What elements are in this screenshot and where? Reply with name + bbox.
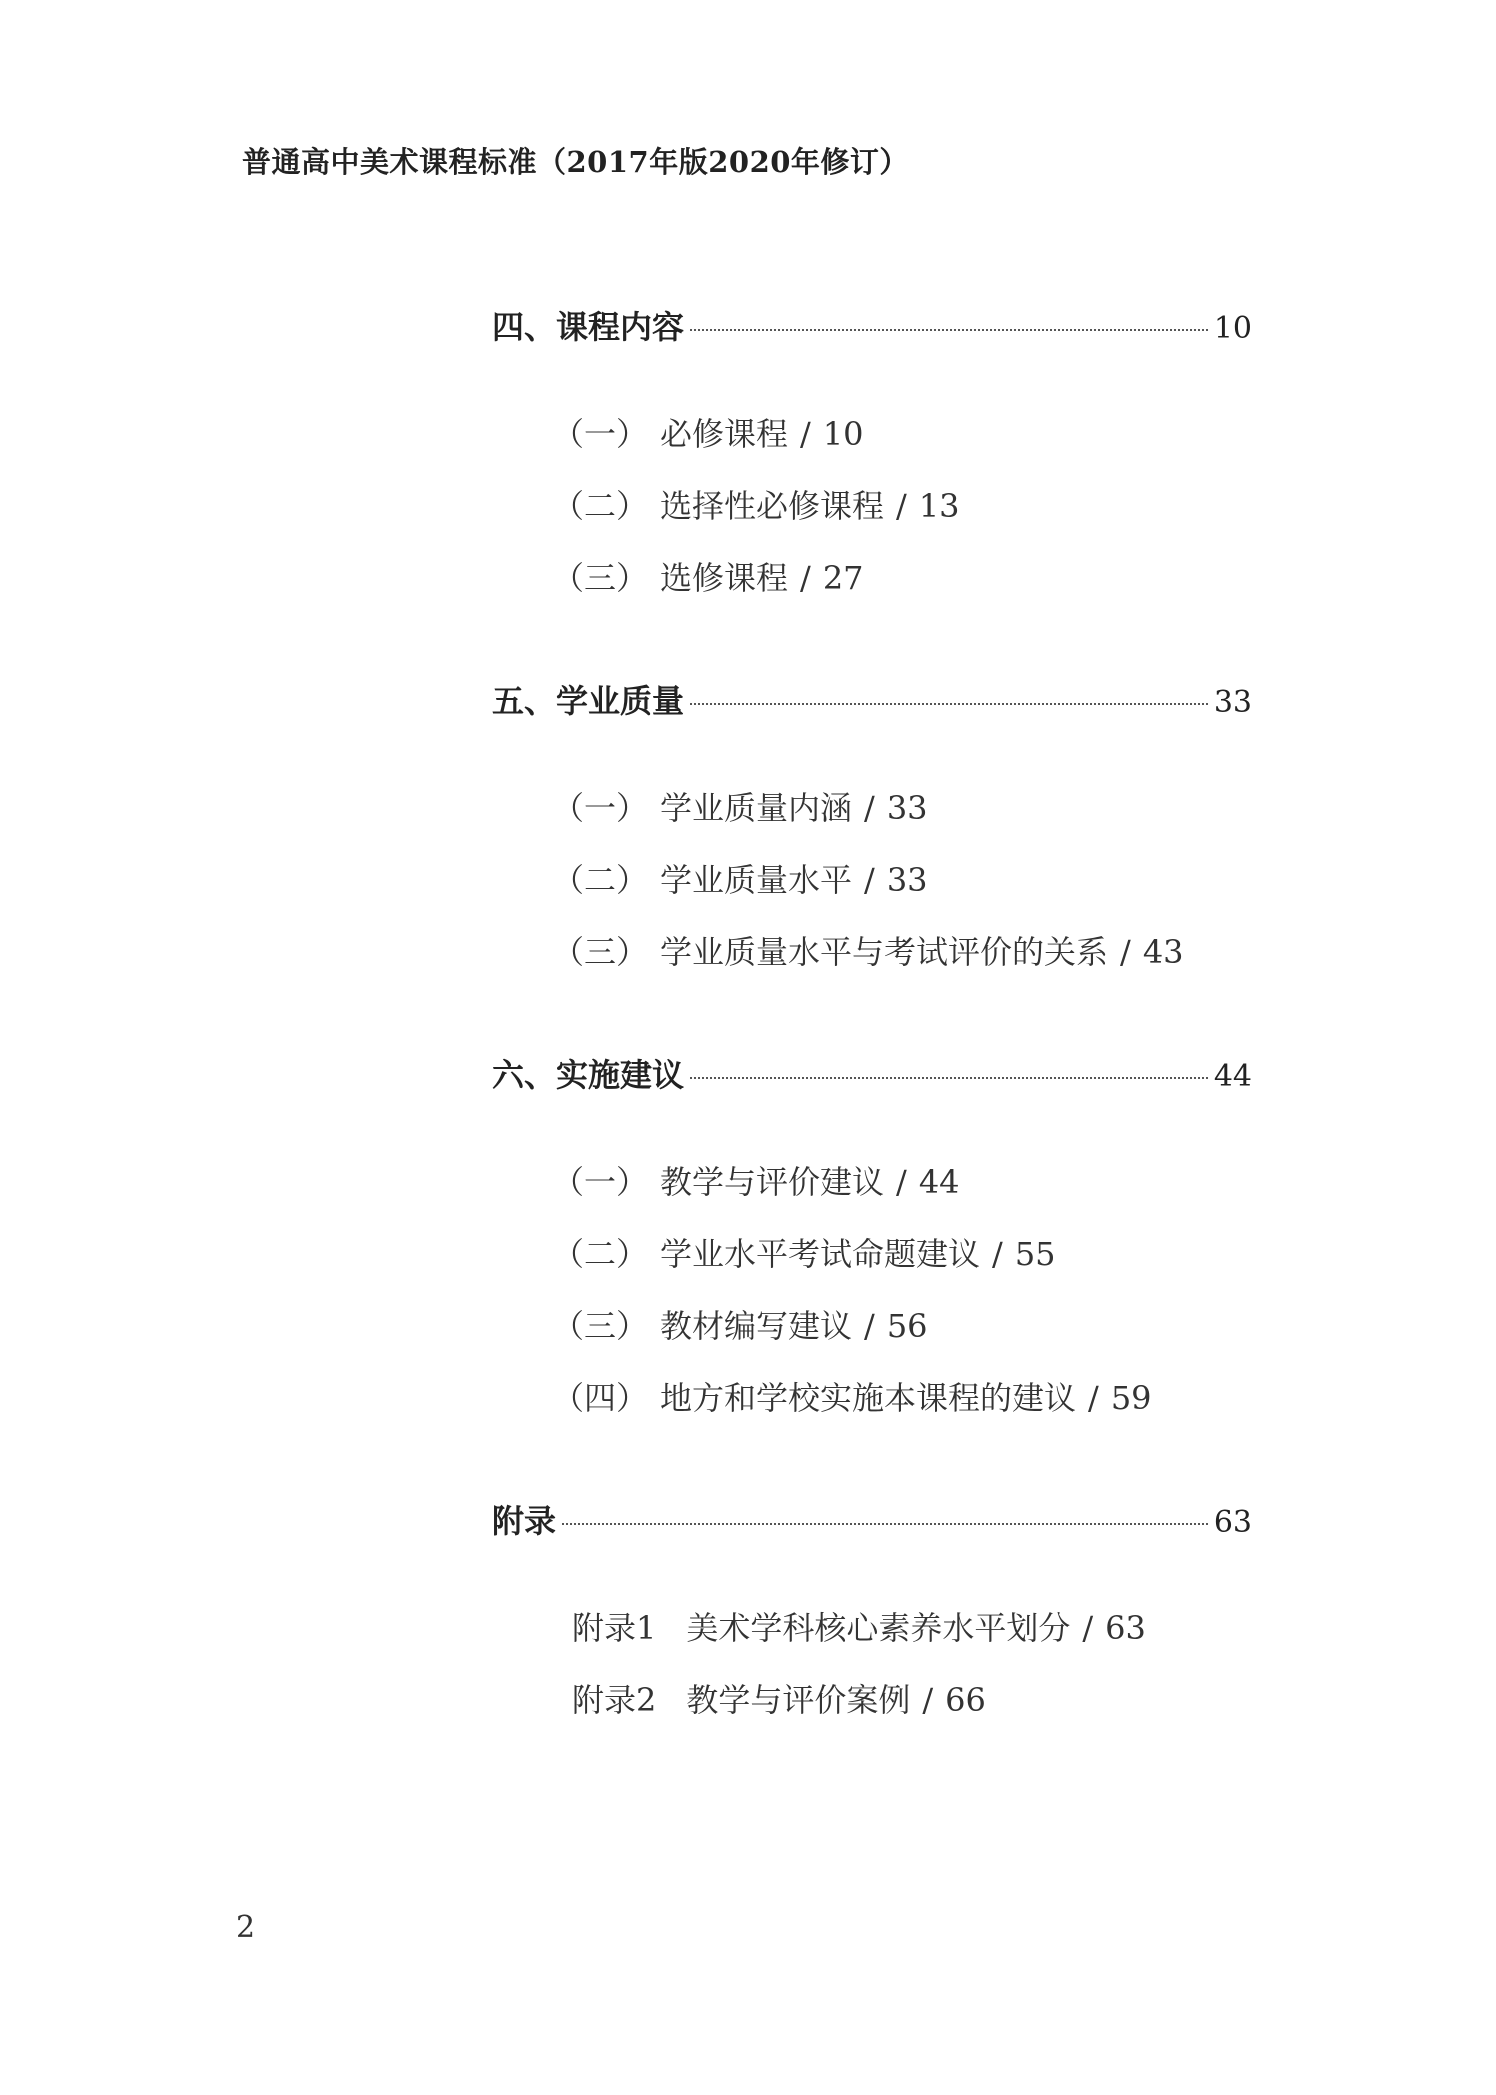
slash-separator: /: [1082, 1609, 1094, 1647]
subentry-page-number: 59: [1110, 1379, 1152, 1417]
chapter-title: 五、学业质量: [492, 682, 685, 720]
toc-chapter-entry[interactable]: [492, 1496, 1252, 1546]
toc-chapter-entry[interactable]: [492, 302, 1252, 352]
dot-leader: [690, 1077, 1208, 1079]
toc-subentry[interactable]: [492, 1362, 1252, 1434]
toc-subentries: [492, 1592, 1252, 1736]
toc-section-implementation: [492, 1050, 1252, 1434]
subentry-page-number: 33: [886, 789, 928, 827]
toc-subentry[interactable]: [492, 1592, 1252, 1664]
subentry-page-number: 44: [918, 1163, 960, 1201]
toc-subentry[interactable]: [492, 1146, 1252, 1218]
toc-section-curriculum-content: [492, 302, 1252, 614]
subentry-label: 选择性必修课程: [660, 487, 885, 525]
subentry-page-number: 56: [886, 1307, 928, 1345]
subentry-page-number: 33: [886, 861, 928, 899]
slash-separator: /: [864, 861, 875, 899]
subentry-number: （三）: [552, 933, 649, 971]
toc-chapter-entry[interactable]: [492, 676, 1252, 726]
slash-separator: /: [922, 1681, 934, 1719]
subentry-label: 教学与评价建议: [660, 1163, 885, 1201]
subentry-number: （二）: [552, 861, 649, 899]
subentry-number: （一）: [552, 789, 649, 827]
subentry-page-number: 13: [918, 487, 960, 525]
chapter-page-number: 33: [1213, 685, 1252, 720]
subentry-number: 附录1: [572, 1609, 657, 1647]
dot-leader: [562, 1523, 1208, 1525]
subentry-page-number: 10: [822, 415, 864, 453]
subentry-number: （四）: [552, 1379, 649, 1417]
chapter-title: 附录: [492, 1502, 557, 1540]
toc-subentry[interactable]: [492, 542, 1252, 614]
toc-subentries: [492, 1146, 1252, 1434]
toc-subentry[interactable]: [492, 916, 1252, 988]
chapter-page-number: 10: [1213, 311, 1252, 346]
subentry-label: 地方和学校实施本课程的建议: [660, 1379, 1077, 1417]
subentry-label: 选修课程: [660, 559, 789, 597]
subentry-number: （二）: [552, 487, 649, 525]
toc-subentry[interactable]: [492, 772, 1252, 844]
subentry-label: 必修课程: [660, 415, 789, 453]
subentry-number: （三）: [552, 1307, 649, 1345]
chapter-page-number: 63: [1213, 1505, 1252, 1540]
slash-separator: /: [896, 487, 907, 525]
subentry-page-number: 63: [1105, 1609, 1146, 1647]
subentry-label: 学业质量水平: [660, 861, 853, 899]
slash-separator: /: [800, 559, 811, 597]
slash-separator: /: [1088, 1379, 1099, 1417]
slash-separator: /: [864, 789, 875, 827]
toc-subentry[interactable]: [492, 1290, 1252, 1362]
toc-subentry[interactable]: [492, 398, 1252, 470]
subentry-label: 美术学科核心素养水平划分: [686, 1609, 1071, 1647]
subentry-page-number: 55: [1014, 1235, 1056, 1273]
toc-subentry[interactable]: [492, 470, 1252, 542]
subentry-number: 附录2: [572, 1681, 657, 1719]
slash-separator: /: [896, 1163, 907, 1201]
toc-section-academic-quality: [492, 676, 1252, 988]
toc-subentry[interactable]: [492, 844, 1252, 916]
subentry-label: 教材编写建议: [660, 1307, 853, 1345]
slash-separator: /: [864, 1307, 875, 1345]
subentry-number: （二）: [552, 1235, 649, 1273]
chapter-title: 六、实施建议: [492, 1056, 685, 1094]
toc-subentry[interactable]: [492, 1218, 1252, 1290]
subentry-number: （三）: [552, 559, 649, 597]
toc-subentry[interactable]: [492, 1664, 1252, 1736]
subentry-page-number: 43: [1142, 933, 1184, 971]
slash-separator: /: [1120, 933, 1131, 971]
subentry-label: 学业质量水平与考试评价的关系: [660, 933, 1109, 971]
toc-chapter-entry[interactable]: [492, 1050, 1252, 1100]
dot-leader: [690, 703, 1208, 705]
subentry-number: （一）: [552, 1163, 649, 1201]
subentry-page-number: 27: [822, 559, 864, 597]
subentry-label: 学业质量内涵: [660, 789, 853, 827]
subentry-number: （一）: [552, 415, 649, 453]
page-number: 2: [236, 1910, 256, 1945]
slash-separator: /: [800, 415, 811, 453]
subentry-page-number: 66: [945, 1681, 986, 1719]
toc-section-appendix: [492, 1496, 1252, 1736]
chapter-title: 四、课程内容: [492, 308, 685, 346]
toc-subentries: [492, 398, 1252, 614]
subentry-label: 教学与评价案例: [686, 1681, 911, 1719]
dot-leader: [690, 329, 1208, 331]
subentry-label: 学业水平考试命题建议: [660, 1235, 981, 1273]
toc-subentries: [492, 772, 1252, 988]
running-header: 普通高中美术课程标准（2017年版2020年修订）: [242, 145, 909, 179]
slash-separator: /: [992, 1235, 1003, 1273]
chapter-page-number: 44: [1213, 1059, 1252, 1094]
